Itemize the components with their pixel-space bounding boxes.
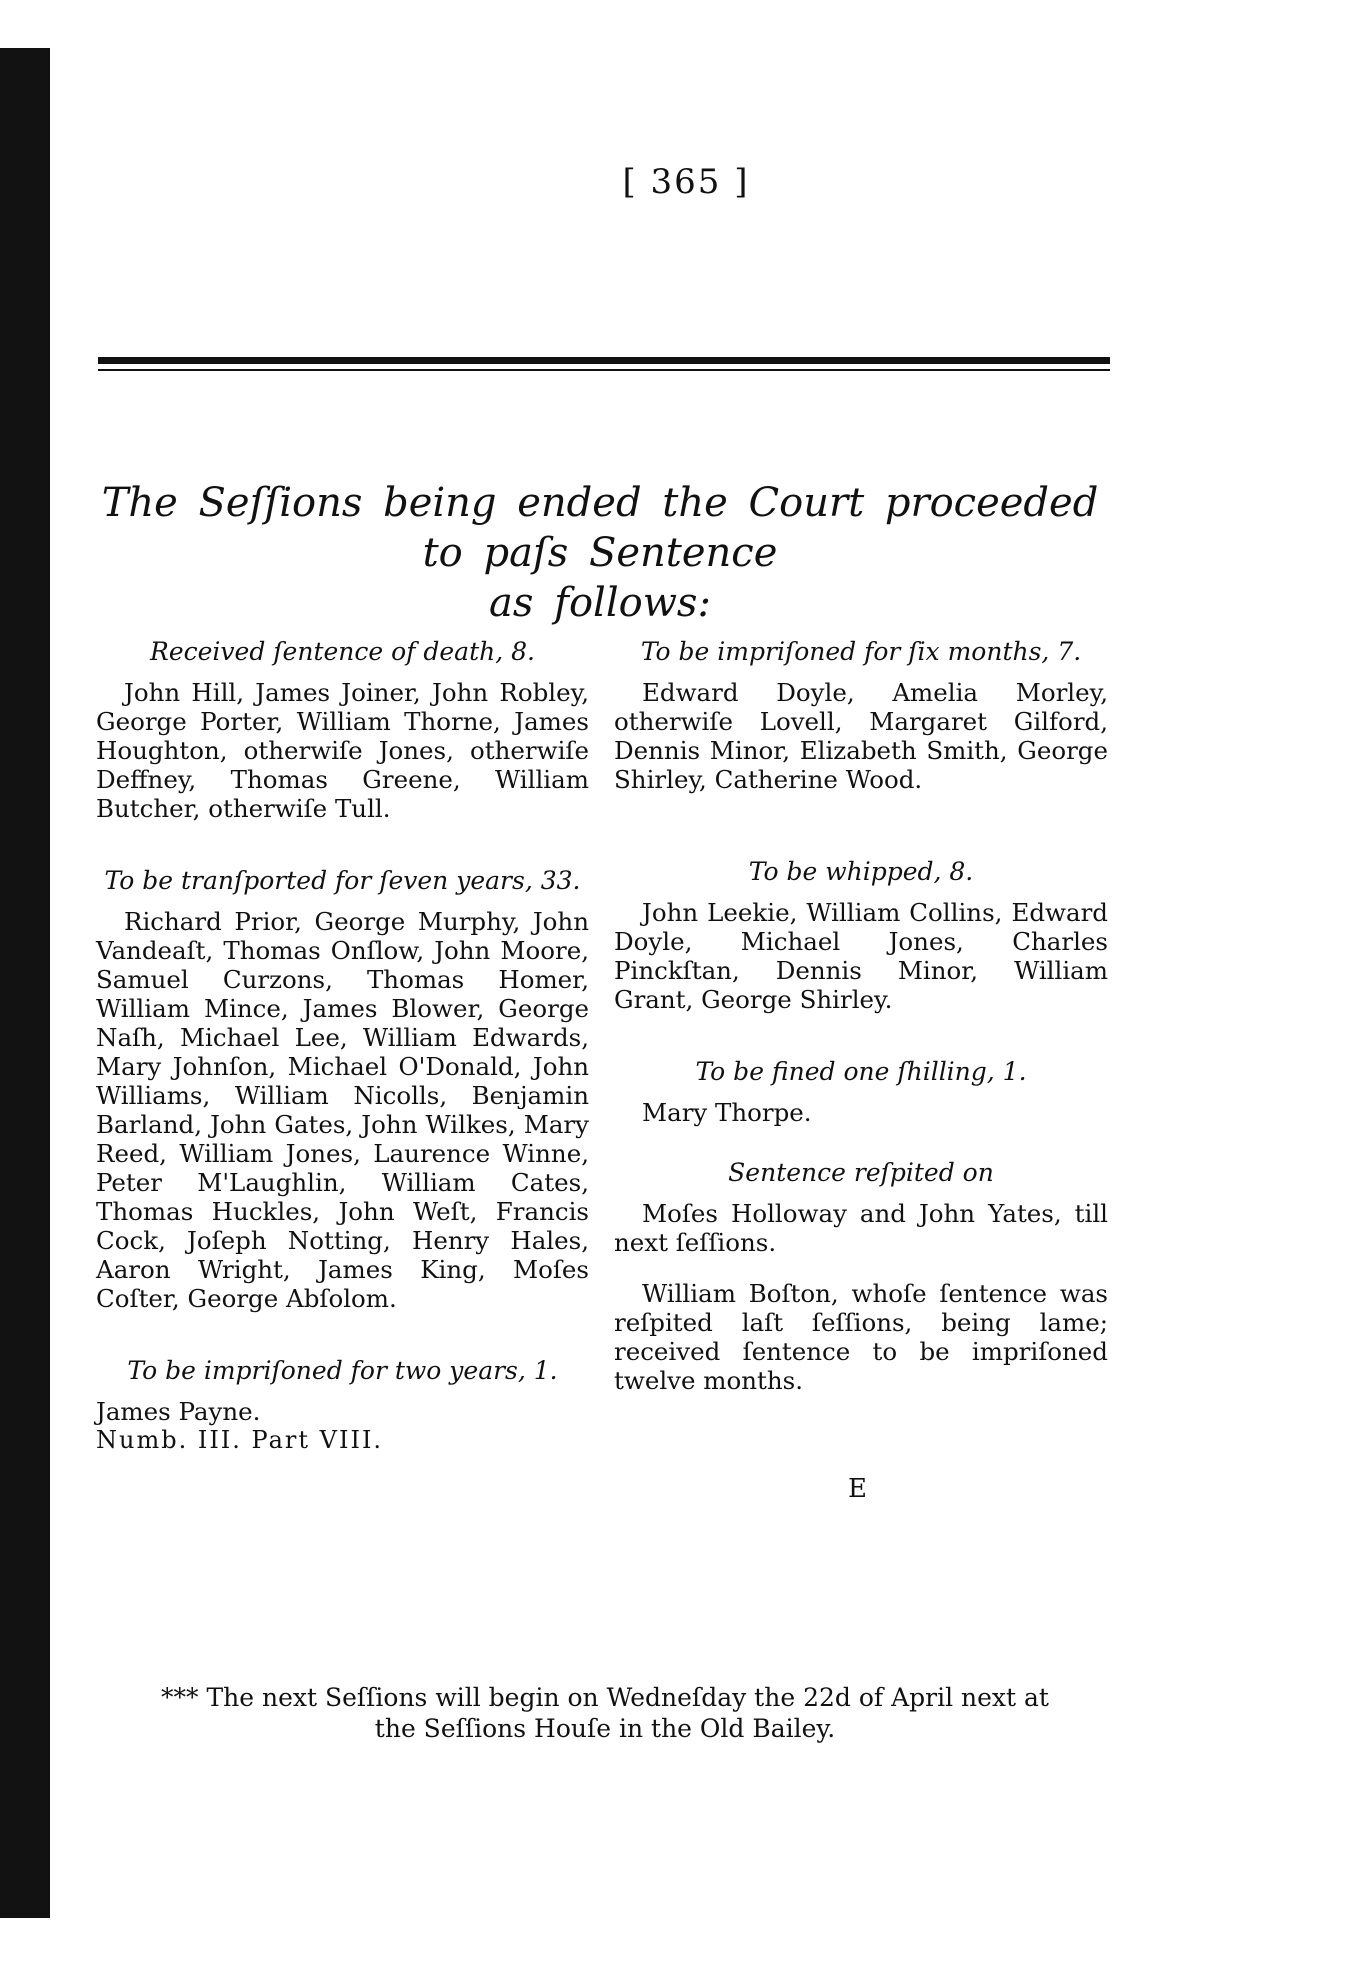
signature-mark: Numb. III. Part VIII.	[96, 1426, 384, 1454]
heading-line-2: as follows:	[489, 580, 711, 626]
catchword: E	[848, 1474, 867, 1504]
page-number: [ 365 ]	[622, 162, 750, 202]
section-fined	[614, 1056, 1108, 1127]
section-title: To be fined one ſhilling, 1.	[695, 1057, 1027, 1086]
left-column	[96, 636, 589, 1455]
footer-line-2: the Seſſions Houſe in the Old Bailey.	[374, 1714, 836, 1743]
section-names: Moſes Holloway and John Yates, till next ſeſſions.	[614, 1199, 1108, 1257]
header-rule-thin	[98, 369, 1110, 371]
section-names: Edward Doyle, Amelia Morley, otherwiſe Lovell, Margaret Gilford, Dennis Minor, Elizabeth Smith, George Shirley, Catherine Wood.	[614, 678, 1108, 794]
section-title: Received ſentence of death, 8.	[150, 637, 535, 666]
section-imprisoned-six-months	[614, 636, 1108, 794]
section-whipped	[614, 856, 1108, 1014]
section-death	[96, 636, 589, 823]
header-rule-thick	[98, 357, 1110, 364]
section-imprisoned-two-years	[96, 1355, 589, 1455]
section-title: To be whipped, 8.	[748, 857, 974, 886]
section-names: Mary Thorpe.	[642, 1098, 812, 1127]
section-title: To be tranſported for ſeven years, 33.	[104, 866, 581, 895]
section-names: John Hill, James Joiner, John Robley, George Porter, William Thorne, James Houghton, otherwiſe Jones, otherwiſe Deffney, Thomas Greene, William Butcher, otherwiſe Tull.	[96, 678, 589, 823]
binding-spine	[0, 48, 50, 1918]
section-title: Sentence reſpited on	[728, 1158, 994, 1187]
section-names: Richard Prior, George Murphy, John Vandeaſt, Thomas Onſlow, John Moore, Samuel Curzons, Thomas Homer, William Mince, James Blower, George Naſh, Michael Lee, William Edwards, Mary Johnſon, Michael O'Donald, John Williams, William Nicolls, Benjamin Barland, John Gates, John Wilkes, Mary Reed, William Jones, Laurence Winne, Peter M'Laughlin, William Cates, Thomas Huckles, John Weſt, Francis Cock, Joſeph Notting, Henry Hales, Aaron Wright, James King, Moſes Coſter, George Abſolom.	[96, 907, 589, 1313]
section-respited	[614, 1157, 1108, 1395]
section-names: James Payne.	[96, 1397, 261, 1426]
respited-note: William Boſton, whoſe ſentence was reſpited laſt ſeſſions, being lame; received ſentence to be impriſoned twelve months.	[614, 1279, 1108, 1395]
footer-line-1: *** The next Seſſions will begin on Wedneſday the 22d of April next at	[161, 1683, 1049, 1712]
section-title: To be impriſoned for ſix months, 7.	[640, 637, 1082, 666]
heading-line-1: The Seſſions being ended the Court proceeded to paſs Sentence	[101, 480, 1099, 576]
section-title: To be impriſoned for two years, 1.	[127, 1356, 558, 1385]
page-heading	[100, 478, 1100, 628]
right-column	[614, 636, 1108, 1395]
footer-notice	[110, 1682, 1100, 1744]
section-names: John Leekie, William Collins, Edward Doyle, Michael Jones, Charles Pinckſtan, Dennis Minor, William Grant, George Shirley.	[614, 898, 1108, 1014]
section-transported	[96, 865, 589, 1313]
